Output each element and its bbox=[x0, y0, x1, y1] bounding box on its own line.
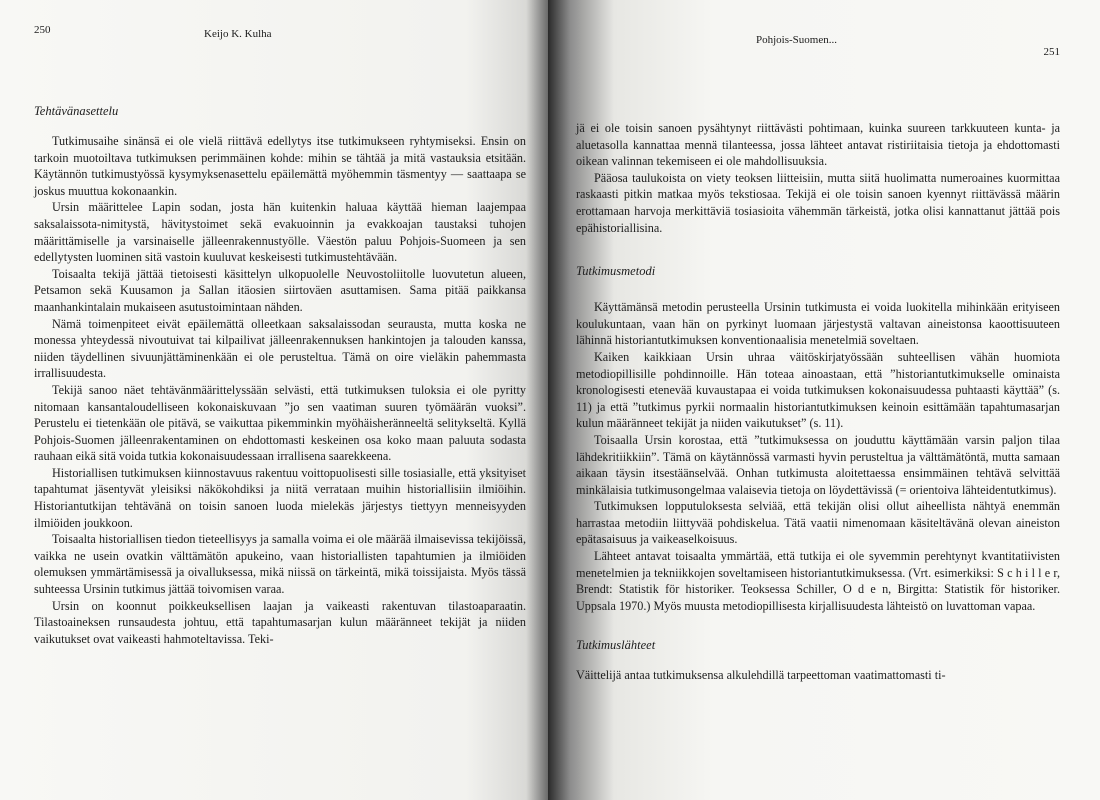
paragraph: Lähteet antavat toisaalta ymmärtää, että tutkija ei ole syvemmin perehtynyt kvantitatiivisten menetelmien ja tekniikkojen soveltamiseen historiantutkimuksessa. (Vrt. esimerkiksi: S c h i l l e r, Brendt: Statistik för historiker. Teoksessa Schiller, O d e n, Birgitta: Statistik för historiker. Uppsala 1970.) Myös muusta metodiopillisesta kirjallisuudesta lähteistö on luvattoman vapaa. bbox=[576, 549, 1060, 613]
left-running-head: Keijo K. Kulha bbox=[204, 28, 272, 40]
right-page-header bbox=[576, 18, 1060, 58]
paragraph: Tutkimuksen lopputuloksesta selviää, että tekijän olisi ollut aiheellista nähtyä enemmän harrastaa metodiin liittyvää pohdiskelua. Tätä vaatii nimenomaan käsiteltävänä olevan aineiston epätasaisuus ja vaikeaselkoisuus. bbox=[576, 499, 1060, 547]
paragraph: Toisaalta historiallisen tiedon tieteellisyys ja samalla voima ei ole määrää ilmaisevissa tekijöissä, vaikka ne usein ovatkin välttämätön apukeino, vaan historiallisten tapahtumien ja ilmiöiden olemuksen ymmärtämisessä ja oivalluksessa, mikä niissä on tärkeintä, mikä toissijaista. Myös tässä suhteessa Ursinin tutkimus jättää toivomisen varaa. bbox=[34, 532, 526, 597]
left-page-number: 250 bbox=[34, 24, 51, 36]
left-page bbox=[0, 0, 548, 800]
paragraph: jä ei ole toisin sanoen pysähtynyt riittävästi pohtimaan, kuinka suureen tarkkuuteen kunta- ja aluetasolla kannattaa mennä tilanteessa, jossa lähteet antavat ristiriitaisia tietoja ja ehdottomasti oikean valinnan tekemiseen ei ole mahdollisuuksia. bbox=[576, 121, 1060, 169]
paragraph: Väittelijä antaa tutkimuksensa alkulehdillä tarpeettoman vaatimattomasti ti- bbox=[576, 668, 946, 683]
left-page-header bbox=[34, 18, 526, 54]
paragraph: Toisaalta tekijä jättää tietoisesti käsittelyn ulkopuolelle Neuvostoliitolle luovutetun alueen, Petsamon sekä Kuusamon ja Sallan itäosien siirtoväen asuttamisen. Sama pitää paikkansa maanhankintalain mukaiseen asutustoimintaan nähden. bbox=[34, 266, 526, 314]
paragraph: Tutkimusaihe sinänsä ei ole vielä riittävä edellytys itse tutkimukseen ryhtymiseksi. Ensin on tarkoin muotoiltava tutkimuksen perimmäinen kohde: mihin se tähtää ja mitä vastauksia etsitään. Käytännön tutkimustyössä kysymyksenasettelu epäilemättä myöhemmin täsmentyy — saattaapa se joskus muuttua kokonaankin. bbox=[34, 134, 526, 198]
left-page-body bbox=[34, 133, 526, 647]
paragraph: Kaiken kaikkiaan Ursin uhraa väitöskirjatyössään suhteellisen vähän huomiota metodiopillisille pohdinnoille. Hän toteaa ainoastaan, että ”historiantutkimukselle ominaista kronologisesti etenevää kuvaustapaa ei voida tutkimuksen kokonaisuudessa puhtaasti käyttää” (s. 11) ja että ”tutkimus pyrkii normaalin historiantutkimuksen keinoin esittämään tapahtumasarjan kulun määränneet tekijät ja niiden vaikutukset” (s. 11). bbox=[576, 349, 1060, 431]
paragraph: Tekijä sanoo näet tehtävänmäärittelyssään selvästi, että tutkimuksen tuloksia ei ole pyritty nitomaan kansantaloudelliseen kokonaiskuvaan ”jo sen vaatiman suuren työmäärän vuoksi”. Perustelu ei tietenkään ole pitävä, se vaikuttaa pikemminkin myöhäisheränneeltä selitykseltä. Kyllä Pohjois-Suomen jälleenrakentaminen on ehdottomasti keskeinen osa koko maan paluuta sodasta rauhaan eikä sitä voida tutkia kokonaisuudessaan irrallisena saarekkeena. bbox=[34, 382, 526, 464]
section-title-tutkimuslahteet: Tutkimuslähteet bbox=[576, 638, 656, 653]
right-running-head: Pohjois-Suomen... bbox=[756, 34, 837, 46]
paragraph: Pääosa taulukoista on viety teoksen liitteisiin, mutta siitä huolimatta numeroaines kuormittaa raskaasti pitkin matkaa myös tekstiosaa. Tekijä ei ole toisin sanoen kyennyt riittävässä määrin erottamaan harvoja merkittäviä tosiasioita vähemmän tärkeistä, jotka olisi kannattanut jättää pois epähistoriallisina. bbox=[576, 170, 1060, 235]
paragraph: Käyttämänsä metodin perusteella Ursinin tutkimusta ei voida luokitella mihinkään erityiseen koulukuntaan, vaan hän on pyrkinyt luomaan järjestystä valtavan aineistonsa kaoottisuuteen lähinnä historiantutkimuksen konventionaalisia menetelmiä soveltaen. bbox=[576, 300, 1060, 348]
section-title-tehtavanasettelu: Tehtävänasettelu bbox=[34, 104, 119, 118]
paragraph: Ursin on koonnut poikkeuksellisen laajan ja vaikeasti rakentuvan tilastoaparaatin. Tilastoaineksen runsaudesta johtuu, että tapahtumasarjan kulun määränneet tekijät ja niiden vaikutukset ovat vaikeasti hahmoteltavissa. Teki- bbox=[34, 598, 526, 646]
paragraph: Historiallisen tutkimuksen kiinnostavuus rakentuu voittopuolisesti sille tosiasialle, että yksityiset tapahtumat jäsentyvät yleisiksi näkökohdiksi ja niitä verrataan muihin historiallisiin ilmiöihin. Historiantutkijan tehtävänä on toisin sanoen luoda mielekäs järjestys tiettyyn menneisyyden ilmiöiden joukkoon. bbox=[34, 465, 526, 530]
right-page-body bbox=[576, 120, 1060, 684]
right-page-number: 251 bbox=[1043, 46, 1060, 58]
paragraph: Toisaalla Ursin korostaa, että ”tutkimuksessa on jouduttu käyttämään varsin paljon tilaa lähdekritiikkiin”. Tämä on käytännössä varmasti hyvin perusteltua ja välttämätöntä, mutta samaan aikaan täysin itsestäänselvää. Onhan tutkimusta aloitettaessa ensimmäinen tehtävä selvittää minkälaisia tutkimusongelmaa valaisevia tietoja on löydettävissä (= orientoiva lähteidentutkimus). bbox=[576, 432, 1060, 497]
section-title-tutkimusmetodi: Tutkimusmetodi bbox=[576, 264, 656, 279]
paragraph: Nämä toimenpiteet eivät epäilemättä olleetkaan saksalaissodan seurausta, mutta koska ne monessa yhteydessä nivoutuivat tai kilpailivat jälleenrakennuksen hankintojen ja talouden kanssa, niiden täydellinen sivuunjättäminenkään ei ole perusteltua. Tämä on oire vieläkin pahemmasta irrallisuudesta. bbox=[34, 316, 526, 381]
paragraph: Ursin määrittelee Lapin sodan, josta hän kuitenkin haluaa käyttää hieman laajempaa saksalaissota-nimitystä, hävitystoimet sekä evakuoinnin ja evakkoajan taustaksi tuhojen määrittämiselle ja varsinaiselle jälleenrakennustyölle. Väestön paluu Pohjois-Suomeen ja sen edellytysten luominen sitä vastoin kuuluvat keskeisesti tutkimustehtävään. bbox=[34, 200, 526, 265]
right-page bbox=[548, 0, 1100, 800]
